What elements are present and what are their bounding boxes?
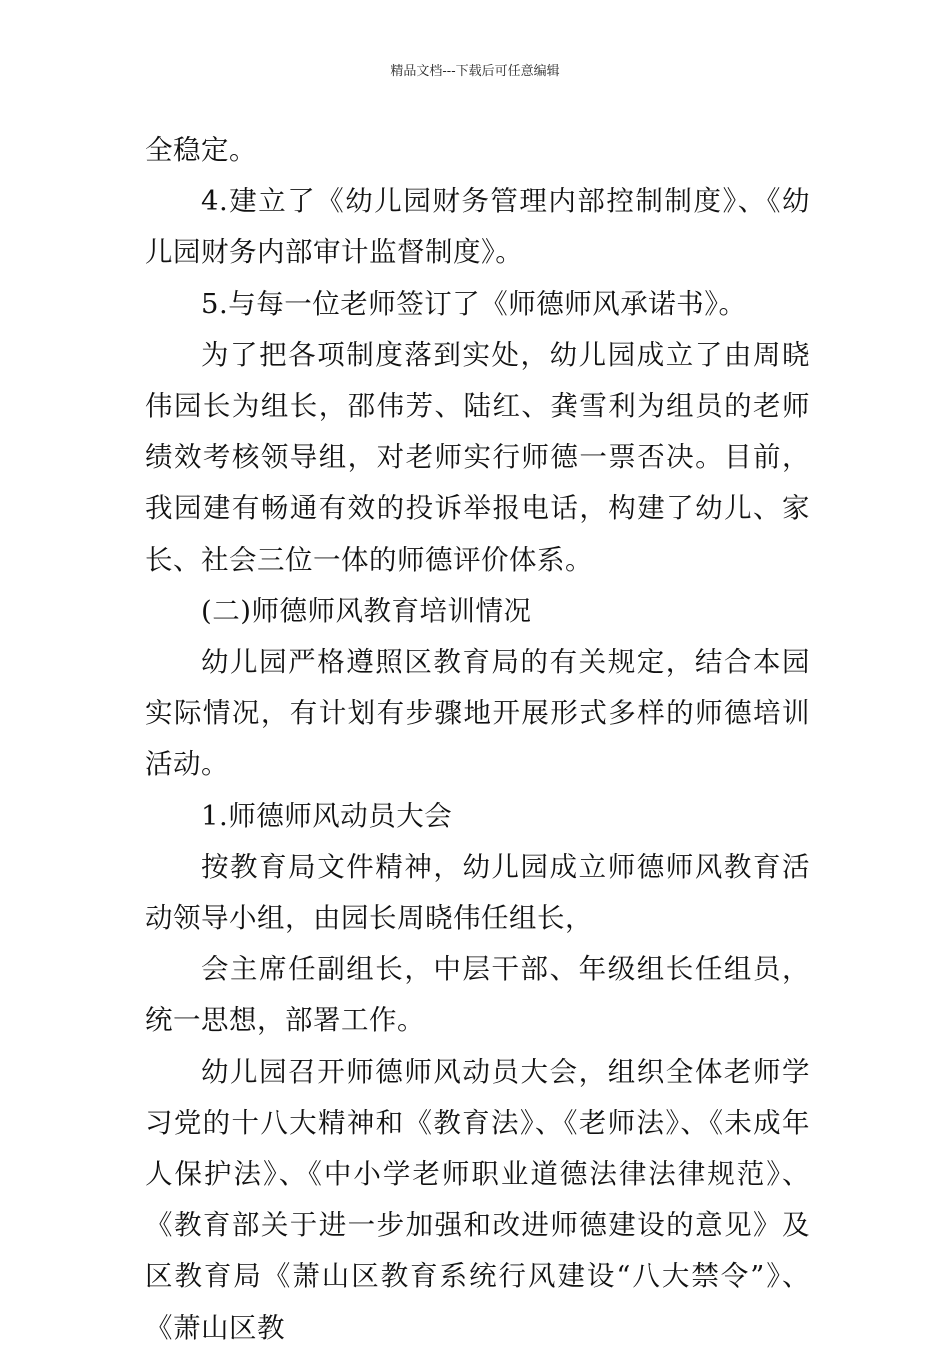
paragraph-5: 幼儿园严格遵照区教育局的有关规定，结合本园实际情况，有计划有步骤地开展形式多样的师德培训活动。 — [145, 646, 810, 781]
subsection-heading: 1.师德师风动员大会 — [201, 799, 453, 832]
document-body — [145, 125, 810, 1354]
paragraph-1: 全稳定。 — [145, 134, 257, 166]
paragraph-2: 4.建立了《幼儿园财务管理内部控制制度》、《幼儿园财务内部审计监督制度》。 — [145, 185, 810, 269]
paragraph-8: 幼儿园召开师德师风动员大会，组织全体老师学习党的十八大精神和《教育法》、《老师法》、《未成年人保护法》、《中小学老师职业道德法律法律规范》、《教育部关于进一步加强和改进师德建设的意见》及区教育局《萧山区教育系统行风建设“八大禁令”》、《萧山区教 — [145, 1055, 810, 1344]
paragraph-3: 5.与每一位老师签订了《师德师风承诺书》。 — [201, 287, 747, 320]
paragraph-4: 为了把各项制度落到实处，幼儿园成立了由周晓伟园长为组长，邵伟芳、陆红、龚雪利为组员的老师绩效考核领导组，对老师实行师德一票否决。目前，我园建有畅通有效的投诉举报电话，构建了幼儿、家长、社会三位一体的师德评价体系。 — [145, 338, 810, 576]
paragraph-6: 按教育局文件精神，幼儿园成立师德师风教育活动领导小组，由园长周晓伟任组长， — [145, 850, 810, 935]
section-heading: (二)师德师风教育培训情况 — [201, 594, 532, 627]
paragraph-7: 会主席任副组长，中层干部、年级组长任组员，统一思想，部署工作。 — [145, 953, 810, 1037]
page-header: 精品文档---下载后可任意编辑 — [390, 64, 560, 79]
